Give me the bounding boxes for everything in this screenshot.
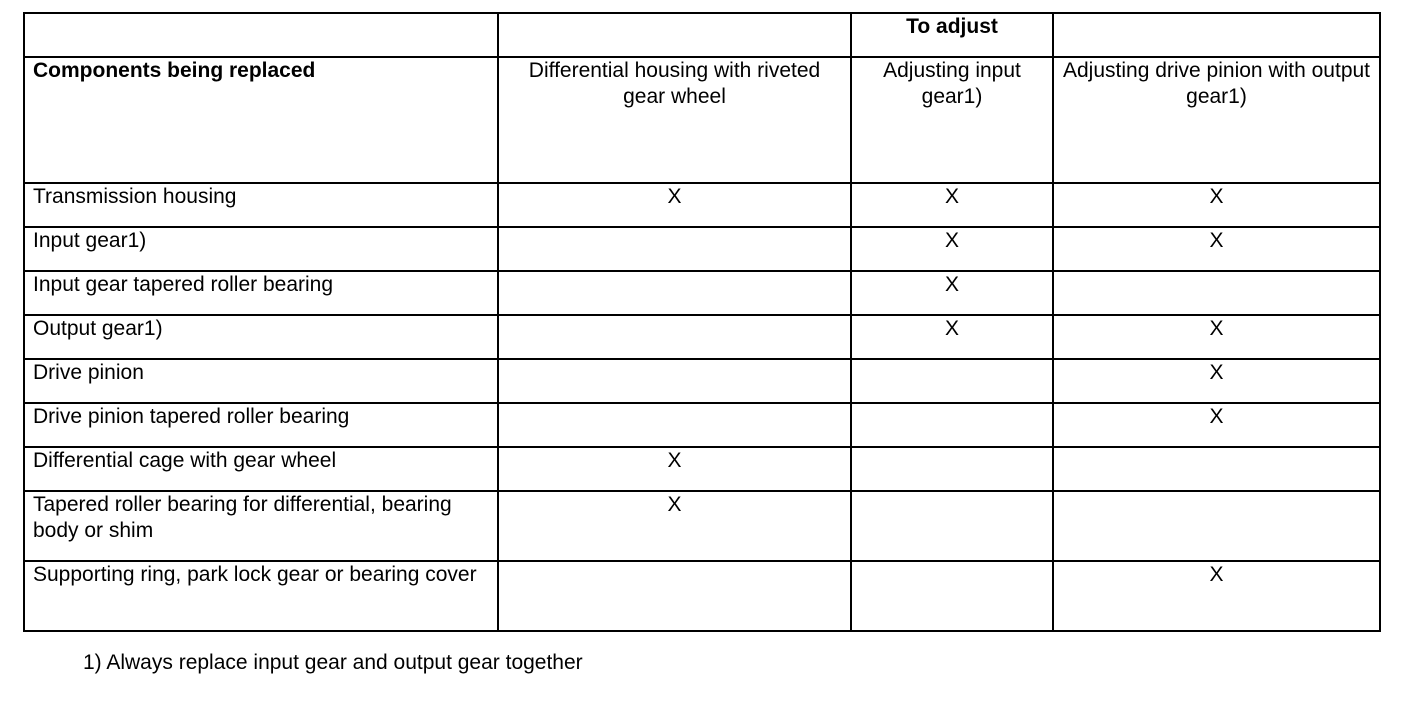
component-name: Differential cage with gear wheel [24, 447, 498, 491]
differential-housing-column-header: Differential housing with riveted gear wheel [498, 57, 851, 183]
mark-cell [1053, 271, 1380, 315]
table-row [24, 315, 1380, 359]
component-name: Transmission housing [24, 183, 498, 227]
mark-cell: X [498, 183, 851, 227]
column-header-row [24, 57, 1380, 183]
table-row [24, 403, 1380, 447]
mark-cell [1053, 491, 1380, 561]
component-name: Tapered roller bearing for differential, bearing body or shim [24, 491, 498, 561]
components-column-header: Components being replaced [24, 57, 498, 183]
table-row [24, 183, 1380, 227]
mark-cell: X [1053, 315, 1380, 359]
mark-cell: X [1053, 227, 1380, 271]
mark-cell: X [498, 447, 851, 491]
table-row [24, 359, 1380, 403]
mark-cell [851, 359, 1053, 403]
mark-cell: X [1053, 183, 1380, 227]
mark-cell: X [851, 183, 1053, 227]
mark-cell [498, 227, 851, 271]
component-name: Output gear1) [24, 315, 498, 359]
mark-cell: X [498, 491, 851, 561]
mark-cell: X [851, 315, 1053, 359]
mark-cell: X [1053, 403, 1380, 447]
mark-cell [498, 403, 851, 447]
table-row [24, 447, 1380, 491]
empty-header-cell [498, 13, 851, 57]
table-row [24, 227, 1380, 271]
mark-cell: X [1053, 359, 1380, 403]
mark-cell [851, 561, 1053, 631]
mark-cell [851, 491, 1053, 561]
mark-cell [498, 359, 851, 403]
empty-header-cell [24, 13, 498, 57]
mark-cell [1053, 447, 1380, 491]
component-name: Input gear tapered roller bearing [24, 271, 498, 315]
component-name: Input gear1) [24, 227, 498, 271]
table-row [24, 561, 1380, 631]
component-name: Drive pinion [24, 359, 498, 403]
group-header-row [24, 13, 1380, 57]
mark-cell [498, 315, 851, 359]
mark-cell: X [851, 271, 1053, 315]
mark-cell [851, 447, 1053, 491]
component-name: Drive pinion tapered roller bearing [24, 403, 498, 447]
drive-pinion-column-header: Adjusting drive pinion with output gear1) [1053, 57, 1380, 183]
replacement-adjustment-table [23, 12, 1381, 632]
mark-cell: X [851, 227, 1053, 271]
component-name: Supporting ring, park lock gear or bearing cover [24, 561, 498, 631]
table-row [24, 271, 1380, 315]
mark-cell: X [1053, 561, 1380, 631]
table-row [24, 491, 1380, 561]
mark-cell [498, 561, 851, 631]
input-gear-column-header: Adjusting input gear1) [851, 57, 1053, 183]
empty-header-cell [1053, 13, 1380, 57]
to-adjust-group-label: To adjust [851, 13, 1053, 57]
mark-cell [851, 403, 1053, 447]
footnote: 1) Always replace input gear and output gear together [83, 651, 583, 674]
mark-cell [498, 271, 851, 315]
